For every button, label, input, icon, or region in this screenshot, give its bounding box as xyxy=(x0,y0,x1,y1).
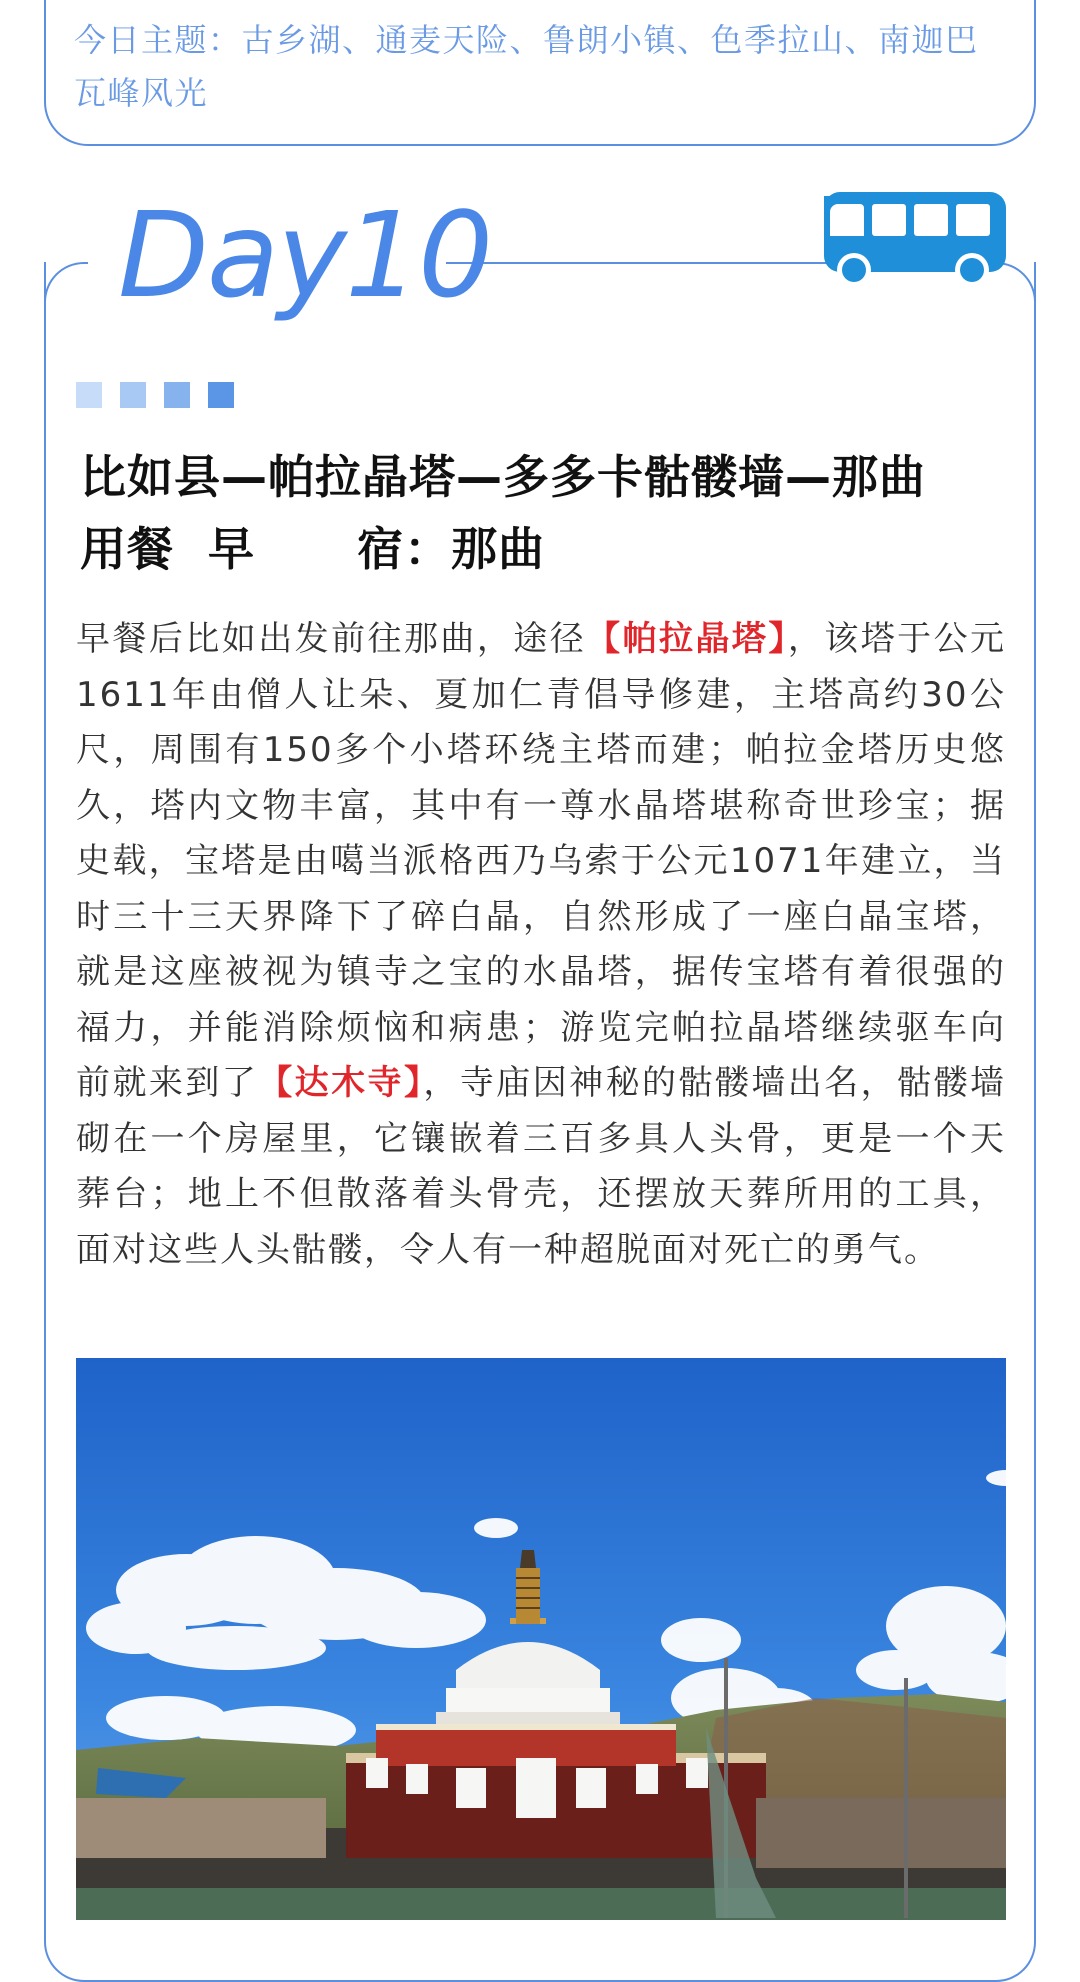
description-text-3: ，寺庙因神秘的骷髅墙出名，骷髅墙砌在一个房屋里，它镶嵌着三百多具人头骨，更是一个天葬台；地上不但散落着头骨壳，还摆放天葬所用的工具，面对这些人头骷髅，令人有一种超脱面对死亡的勇气。 xyxy=(76,1063,1007,1270)
highlight-damu-temple: 【达木寺】 xyxy=(258,1063,424,1103)
highlight-pala-stupa: 【帕拉晶塔】 xyxy=(586,619,788,659)
meals-lodging: 用餐 早 宿：那曲 xyxy=(80,522,546,576)
day-description xyxy=(76,612,1006,1278)
day-title: Day10 xyxy=(118,186,492,324)
route-title: 比如县—帕拉晶塔—多多卡骷髅墙—那曲 xyxy=(80,450,926,504)
bus-icon xyxy=(820,186,1010,288)
previous-day-theme: 今日主题：古乡湖、通麦天险、鲁朗小镇、色季拉山、南迦巴瓦峰风光 xyxy=(74,21,979,112)
description-text-1: 早餐后比如出发前往那曲，途径 xyxy=(76,619,587,659)
description-text-2: ，该塔于公元1611年由僧人让朵、夏加仁青倡导修建，主塔高约30公尺，周围有150多个小塔环绕主塔而建；帕拉金塔历史悠久，塔内文物丰富，其中有一尊水晶塔堪称奇世珍宝；据史载，宝塔是由噶当派格西乃乌索于公元1071年建立，当时三十三天界降下了碎白晶，自然形成了一座白晶宝塔，就是这座被视为镇寺之宝的水晶塔，据传宝塔有着很强的福力，并能消除烦恼和病患；游览完帕拉晶塔继续驱车向前就来到了 xyxy=(76,619,1007,1103)
day-header-line xyxy=(446,262,828,264)
stupa-photo xyxy=(76,1358,1006,1920)
